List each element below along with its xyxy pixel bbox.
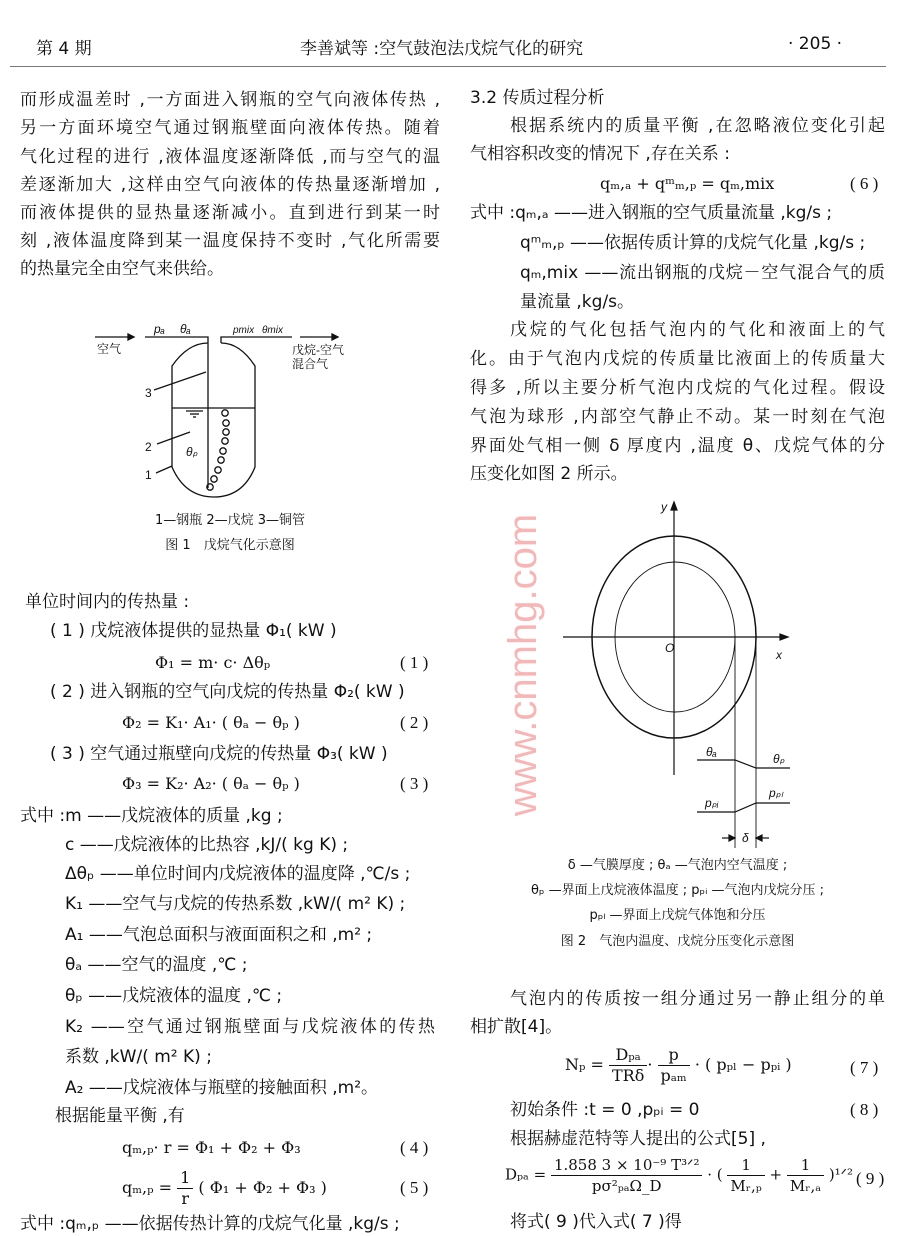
eq5-fraction [177, 1168, 193, 1209]
eq5-rhs: ( Φ₁ + Φ₂ + Φ₃ ) [198, 1178, 327, 1197]
eq5-denominator: r [181, 1189, 190, 1208]
figure-1-legend: 1—钢瓶 2—戊烷 3—铜管 [154, 513, 306, 528]
eq5-numerator: 1 [177, 1168, 193, 1189]
fig2-p-pi-label: pₚᵢ [705, 796, 719, 810]
heat-item-1: ( 1 ) 戊烷液体提供的显热量 Φ₁( kW ) [50, 621, 337, 641]
fig2-theta-p-label: θₚ [773, 752, 785, 766]
eq9-frac-a [787, 1155, 824, 1196]
definition-line: 量流量 ,kg/s。 [520, 292, 635, 312]
numerator: Dₚₐ [609, 1045, 647, 1066]
equation-7-number: ( 7 ) [850, 1058, 879, 1077]
figure-2-legend-line: θₚ —界面上戊烷液体温度 ; pₚᵢ —气泡内戊烷分压 ; [530, 883, 825, 898]
text-line: 气泡为球形 ,内部空气静止不动。某一时刻在气泡 [470, 407, 885, 427]
eq7-lhs: Nₚ = [565, 1055, 604, 1074]
fig1-theta-a-label: θₐ [180, 322, 191, 336]
issue-number: 第 4 期 [36, 39, 92, 59]
equation-8-number: ( 8 ) [850, 1100, 879, 1119]
equation-5 [122, 1168, 327, 1209]
eq9-plus: + [769, 1165, 783, 1184]
numerator: p [658, 1045, 690, 1066]
equation-1: Φ₁ = m· c· Δθₚ [155, 653, 271, 672]
denominator: Mᵣ,ₐ [789, 1177, 822, 1195]
fig2-delta-label: δ [742, 831, 749, 845]
eq5-lhs: qₘ,ₚ = [122, 1178, 173, 1197]
text-line: 的热量完全由空气来供给。 [20, 259, 224, 279]
equation-3-number: ( 3 ) [400, 774, 429, 793]
definition-line: K₁ ——空气与戊烷的传热系数 ,kW/( m² K) ; [65, 894, 406, 914]
heat-section-title: 单位时间内的传热量 : [25, 592, 190, 612]
eq9-open: · ( [707, 1165, 723, 1184]
fig2-x-axis-label: x [776, 648, 782, 662]
figure-1-caption: 图 1 戊烷气化示意图 [165, 538, 295, 553]
definition-line: A₂ ——戊烷液体与瓶壁的接触面积 ,m²。 [65, 1078, 379, 1098]
definition-line: 系数 ,kW/( m² K) ; [65, 1047, 212, 1067]
text-line: 戊烷的气化包括气泡内的气化和液面上的气 [510, 320, 885, 340]
equation-9-number: ( 9 ) [856, 1169, 885, 1188]
definition-line: c ——戊烷液体的比热容 ,kJ/( kg K) ; [65, 835, 349, 855]
watermark: www.cnmhg.com [501, 513, 545, 817]
equation-2-number: ( 2 ) [400, 713, 429, 732]
definition-line: K₂ ——空气通过钢瓶壁面与戊烷液体的传热 [65, 1017, 435, 1037]
text-line: 根据系统内的质量平衡 ,在忽略液位变化引起 [510, 116, 885, 136]
page-number: · 205 · [788, 34, 843, 54]
fig1-label-1: 1 [145, 468, 152, 482]
figure-2-legend-line: pₚₗ —界面上戊烷气体饱和分压 [589, 908, 766, 923]
fig1-outlet-label-2: 混合气 [292, 357, 329, 371]
text-line: 而液体提供的显热量逐渐减小。直到进行到某一时 [20, 203, 440, 223]
fig1-pmix-label: pmix [233, 325, 255, 336]
definition-line: qᵐₘ,ₚ ——依据传质计算的戊烷气化量 ,kg/s ; [520, 233, 866, 253]
eq7-rhs: · ( pₚₗ − pₚᵢ ) [694, 1055, 792, 1074]
heat-item-2: ( 2 ) 进入钢瓶的空气向戊烷的传热量 Φ₂( kW ) [50, 682, 405, 702]
fig1-label-3: 3 [145, 386, 152, 400]
denominator: TRδ [611, 1066, 645, 1085]
numerator: 1 [727, 1155, 764, 1176]
equation-6-number: ( 6 ) [850, 174, 879, 193]
fig1-label-2: 2 [145, 440, 152, 454]
eq9-lhs: Dₚₐ = [505, 1165, 547, 1184]
text-line: 化。由于气泡内戊烷的传质量比液面上的传质量大 [470, 349, 885, 369]
definition-line: θₚ ——戊烷液体的温度 ,℃ ; [65, 986, 283, 1006]
equation-4-number: ( 4 ) [400, 1138, 429, 1157]
section-heading-3-2: 3.2 传质过程分析 [470, 88, 605, 108]
text-line: 气相容积改变的情况下 ,存在关系 : [470, 144, 730, 164]
fig1-air-label: 空气 [97, 342, 122, 356]
fig1-outlet-label: 戊烷-空气 [292, 343, 344, 357]
definition-line: Δθₚ ——单位时间内戊烷液体的温度降 ,℃/s ; [65, 864, 411, 884]
definition-line: 式中 :m ——戊烷液体的质量 ,kg ; [20, 806, 283, 826]
eq7-fraction-2 [658, 1045, 690, 1086]
equation-9 [505, 1155, 853, 1196]
denominator: pσ²ₚₐΩ_D [591, 1177, 662, 1195]
text-line: 刻 ,液体温度降到某一温度保持不变时 ,气化所需要 [20, 231, 440, 251]
eq7-fraction-1 [609, 1045, 647, 1086]
text-line: 气泡内的传质按一组分通过另一静止组分的单 [510, 989, 885, 1009]
numerator: 1 [787, 1155, 824, 1176]
text-line: 界面处气相一侧 δ 厚度内 ,温度 θ、戊烷气体的分 [470, 436, 885, 456]
fig2-y-axis-label: y [661, 500, 667, 514]
running-title: 李善斌等 :空气鼓泡法戊烷气化的研究 [300, 39, 584, 59]
formula-intro: 根据赫虚范特等人提出的公式[5] , [510, 1129, 766, 1149]
fig2-p-pl-label: pₚₗ [769, 786, 783, 800]
equation-2: Φ₂ = K₁· A₁· ( θₐ − θₚ ) [122, 713, 300, 732]
heat-item-3: ( 3 ) 空气通过瓶壁向戊烷的传热量 Φ₃( kW ) [50, 744, 388, 764]
definition-line: 式中 :qₘ,ₐ ——进入钢瓶的空气质量流量 ,kg/s ; [470, 203, 833, 223]
definition-line-cut: 式中 :qₘ,ₚ ——依据传热计算的戊烷气化量 ,kg/s ; [20, 1214, 400, 1234]
equation-4: qₘ,ₚ· r = Φ₁ + Φ₂ + Φ₃ [122, 1138, 301, 1157]
fig2-theta-a-label: θₐ [706, 745, 717, 759]
numerator: 1.858 3 × 10⁻⁹ T³ᐟ² [551, 1155, 703, 1176]
denominator: Mᵣ,ₚ [730, 1177, 762, 1195]
initial-condition: 初始条件 :t = 0 ,pₚᵢ = 0 [510, 1100, 700, 1120]
fig1-theta-p-label: θₚ [186, 445, 198, 459]
equation-5-number: ( 5 ) [400, 1178, 429, 1197]
text-line: 而形成温差时 ,一方面进入钢瓶的空气向液体传热 , [20, 90, 440, 110]
equation-6: qₘ,ₐ + qᵐₘ,ₚ = qₘ,mix [600, 174, 775, 193]
definition-line: θₐ ——空气的温度 ,℃ ; [65, 955, 248, 975]
energy-balance-text: 根据能量平衡 ,有 [55, 1106, 185, 1126]
fig1-pa-label: pₐ [154, 322, 165, 336]
fig2-origin-label: O [665, 641, 675, 655]
definition-line: qₘ,mix ——流出钢瓶的戊烷－空气混合气的质 [520, 263, 885, 283]
eq9-frac-p [727, 1155, 764, 1196]
fig1-theta-mix-label: θmix [262, 325, 283, 336]
text-line: 得多 ,所以主要分析气泡内戊烷的气化过程。假设 [470, 378, 885, 398]
text-line-cut: 将式( 9 )代入式( 7 )得 [510, 1212, 682, 1232]
denominator: pₐₘ [660, 1066, 687, 1085]
eq9-fraction [551, 1155, 703, 1196]
text-line: 相扩散[4]。 [470, 1017, 563, 1037]
text-line: 另一方面环境空气通过钢瓶壁面向液体传热。随着 [20, 118, 440, 138]
equation-1-number: ( 1 ) [400, 653, 429, 672]
eq9-close: )¹ᐟ² [828, 1165, 854, 1184]
definition-line: A₁ ——气泡总面积与液面面积之和 ,m² ; [65, 925, 373, 945]
text-line: 差逐渐加大 ,这样由空气向液体的传热量逐渐增加 , [20, 175, 440, 195]
figure-2-caption: 图 2 气泡内温度、戊烷分压变化示意图 [560, 934, 795, 949]
text-line: 压变化如图 2 所示。 [470, 464, 628, 484]
equation-3: Φ₃ = K₂· A₂· ( θₐ − θₚ ) [122, 774, 300, 793]
figure-2-legend-line: δ —气膜厚度 ; θₐ —气泡内空气温度 ; [567, 858, 788, 873]
text-line: 气化过程的进行 ,液体温度逐渐降低 ,而与空气的温 [20, 147, 440, 167]
equation-7: Nₚ = $\frac{\text{Dₚₐ}}{\text{TRδ}}$ · $\frac{p}{\text{pₐₘ}}$ · ( pₚₗ − pₚᵢ ) [565, 1045, 792, 1085]
